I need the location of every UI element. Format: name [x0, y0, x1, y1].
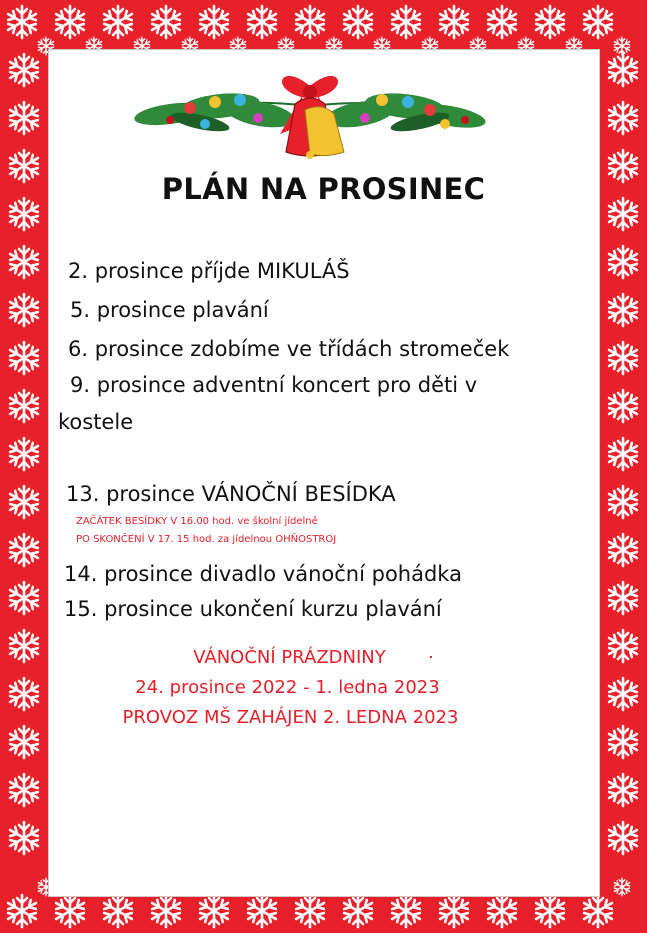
event-note: ZAČÁTEK BESÍDKY V 16.00 hod. ve školní jídelně: [76, 516, 318, 527]
snowflake-icon: [10, 486, 38, 518]
event-line: 6. prosince zdobíme ve třídách stromeček: [68, 337, 510, 361]
snowflake-icon: [56, 895, 84, 927]
snowflake-icon: [152, 6, 180, 38]
snowflake-icon: [8, 895, 36, 927]
snowflake-icon: [609, 246, 637, 278]
snowflake-icon: [104, 6, 132, 38]
snowflake-icon: [536, 6, 564, 38]
snowflake-icon: [56, 6, 84, 38]
snowflake-icon: [609, 54, 637, 86]
event-note: PO SKONČENÍ V 17. 15 hod. za jídelnou OHŇOSTROJ: [76, 534, 337, 545]
event-line: 2. prosince příjde MIKULÁŠ: [68, 259, 350, 283]
snowflake-icon: [536, 895, 564, 927]
reopen-notice: PROVOZ MŠ ZAHÁJEN 2. LEDNA 2023: [122, 707, 459, 728]
snowflake-icon: [10, 822, 38, 854]
snowflake-icon: [10, 534, 38, 566]
event-line: 9. prosince adventní koncert pro děti v: [70, 373, 478, 397]
snowflake-icon: [200, 6, 228, 38]
snowflake-icon: [609, 678, 637, 710]
snowflake-icon: [609, 822, 637, 854]
event-line: 5. prosince plavání: [70, 298, 269, 322]
snowflake-icon: [296, 895, 324, 927]
snowflake-icon: [10, 726, 38, 758]
snowflake-icon: [10, 246, 38, 278]
snowflake-icon: [440, 6, 468, 38]
snowflake-icon: [200, 895, 228, 927]
snowflake-icon: [609, 582, 637, 614]
stray-dot: [430, 656, 432, 658]
holiday-dates: 24. prosince 2022 - 1. ledna 2023: [135, 677, 440, 698]
snowflake-icon: [10, 582, 38, 614]
snowflake-icon: [392, 895, 420, 927]
snowflake-icon: [10, 438, 38, 470]
snowflake-icon: [248, 6, 276, 38]
christmas-garland-icon: [130, 56, 490, 166]
snowflake-icon: [10, 390, 38, 422]
snowflake-icon: [8, 6, 36, 38]
snowflake-icon: [488, 6, 516, 38]
snowflake-icon: [104, 895, 132, 927]
snowflake-icon: [10, 102, 38, 134]
snowflake-icon: [609, 726, 637, 758]
snowflake-icon: [488, 895, 516, 927]
snowflake-icon: [614, 878, 629, 896]
snowflake-icon: [440, 895, 468, 927]
snowflake-icon: [609, 294, 637, 326]
snowflake-icon: [344, 895, 372, 927]
page-title: PLÁN NA PROSINEC: [161, 172, 486, 206]
snowflake-icon: [609, 438, 637, 470]
snowflake-icon: [10, 54, 38, 86]
snowflake-icon: [609, 630, 637, 662]
snowflake-icon: [609, 342, 637, 374]
event-line: kostele: [58, 410, 134, 434]
event-line: 14. prosince divadlo vánoční pohádka: [64, 562, 462, 586]
event-line: 13. prosince VÁNOČNÍ BESÍDKA: [66, 482, 396, 506]
snowflake-icon: [10, 294, 38, 326]
snowflake-icon: [248, 895, 276, 927]
snowflake-icon: [10, 342, 38, 374]
snowflake-icon: [10, 774, 38, 806]
snowflake-icon: [614, 37, 629, 55]
snowflake-icon: [609, 774, 637, 806]
snowflake-icon: [609, 390, 637, 422]
snowflake-icon: [609, 534, 637, 566]
holiday-title: VÁNOČNÍ PRÁZDNINY: [193, 647, 386, 668]
snowflake-icon: [584, 895, 612, 927]
snowflake-icon: [152, 895, 180, 927]
snowflake-icon: [392, 6, 420, 38]
snowflake-icon: [344, 6, 372, 38]
event-line: 15. prosince ukončení kurzu plavání: [64, 597, 442, 621]
snowflake-icon: [609, 486, 637, 518]
snowflake-icon: [584, 6, 612, 38]
snowflake-icon: [609, 102, 637, 134]
snowflake-icon: [296, 6, 324, 38]
